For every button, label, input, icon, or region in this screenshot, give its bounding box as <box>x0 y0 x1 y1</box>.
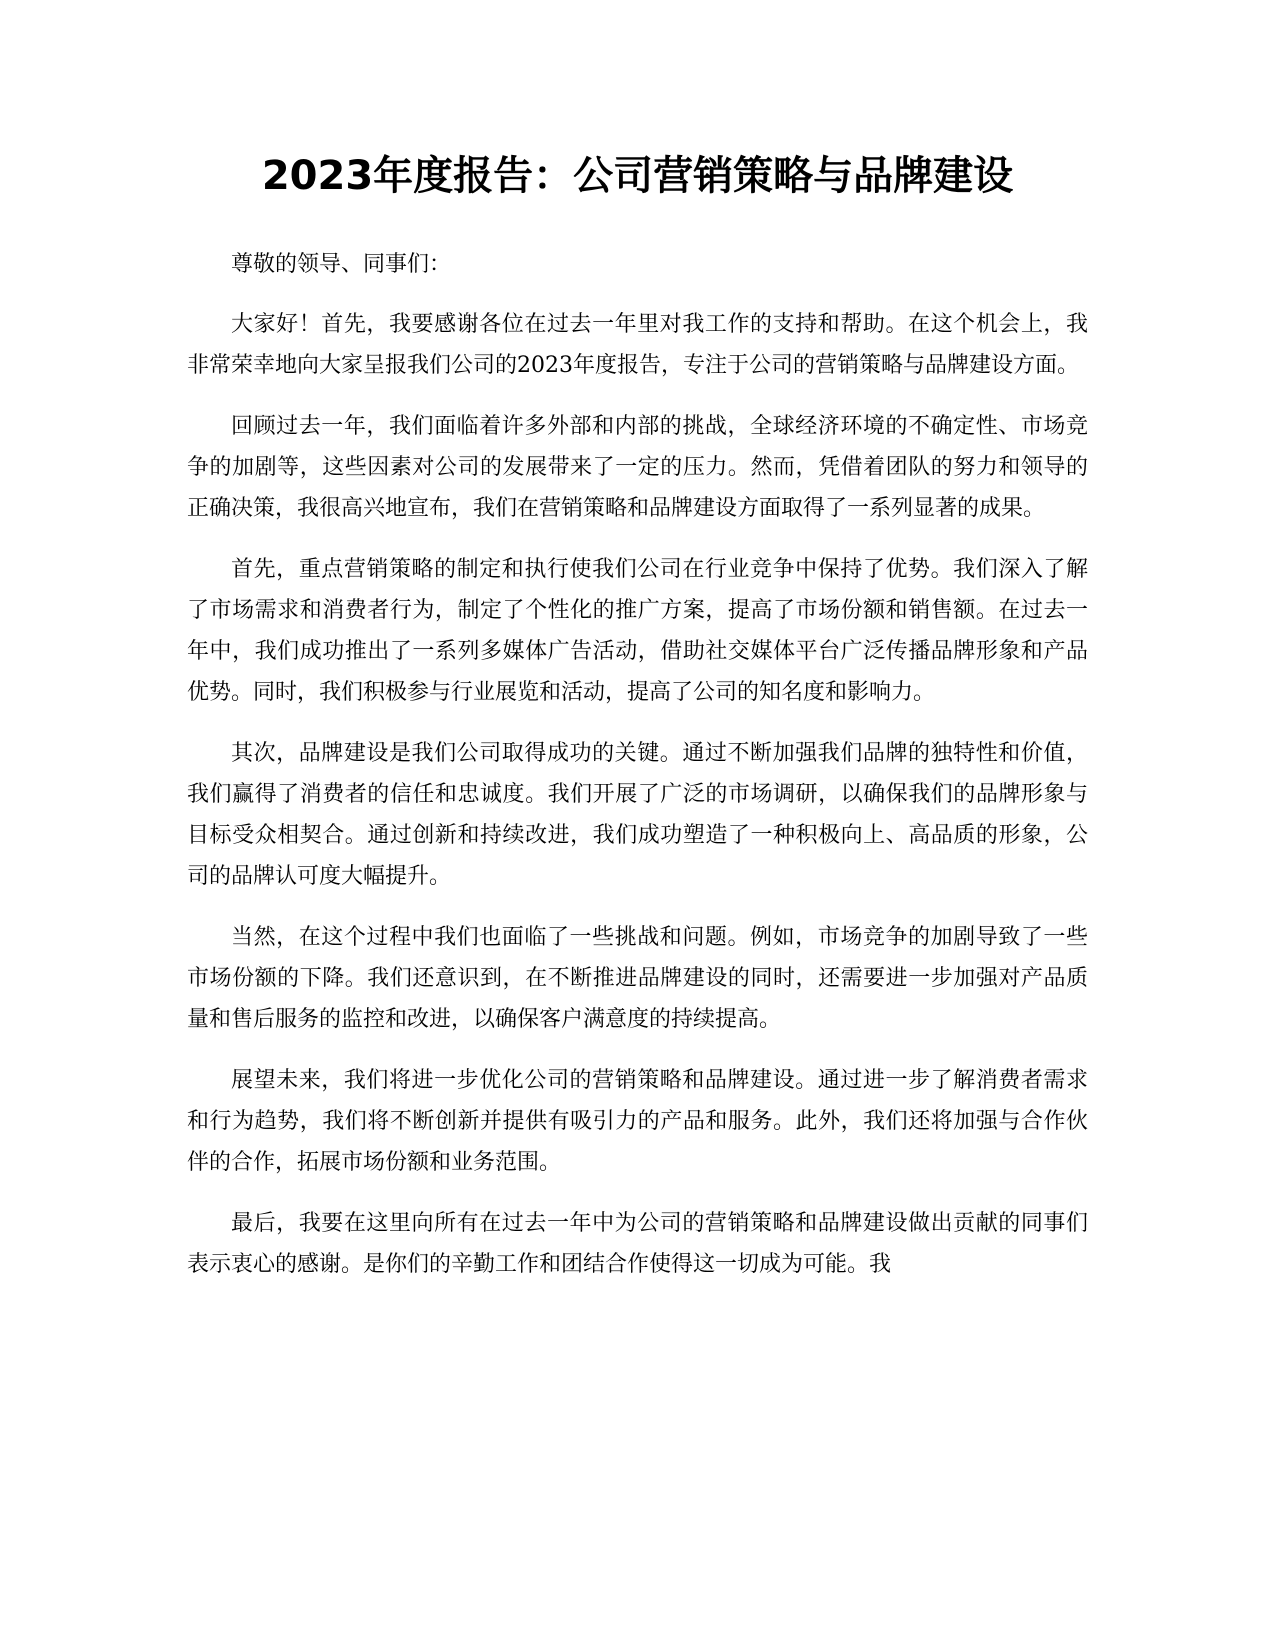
paragraph-6: 展望未来，我们将进一步优化公司的营销策略和品牌建设。通过进一步了解消费者需求和行为趋势，我们将不断创新并提供有吸引力的产品和服务。此外，我们还将加强与合作伙伴的合作，拓展市场份额和业务范围。 <box>187 1068 1088 1175</box>
paragraph-2: 回顾过去一年，我们面临着许多外部和内部的挑战，全球经济环境的不确定性、市场竞争的加剧等，这些因素对公司的发展带来了一定的压力。然而，凭借着团队的努力和领导的正确决策，我很高兴地宣布，我们在营销策略和品牌建设方面取得了一系列显著的成果。 <box>187 414 1088 521</box>
paragraph-7: 最后，我要在这里向所有在过去一年中为公司的营销策略和品牌建设做出贡献的同事们表示衷心的感谢。是你们的辛勤工作和团结合作使得这一切成为可能。我 <box>187 1211 1088 1277</box>
paragraph-4: 其次，品牌建设是我们公司取得成功的关键。通过不断加强我们品牌的独特性和价值，我们赢得了消费者的信任和忠诚度。我们开展了广泛的市场调研，以确保我们的品牌形象与目标受众相契合。通过创新和持续改进，我们成功塑造了一种积极向上、高品质的形象，公司的品牌认可度大幅提升。 <box>187 741 1088 889</box>
salutation: 尊敬的领导、同事们： <box>231 252 452 277</box>
paragraph-3: 首先，重点营销策略的制定和执行使我们公司在行业竞争中保持了优势。我们深入了解了市场需求和消费者行为，制定了个性化的推广方案，提高了市场份额和销售额。在过去一年中，我们成功推出了一系列多媒体广告活动，借助社交媒体平台广泛传播品牌形象和产品优势。同时，我们积极参与行业展览和活动，提高了公司的知名度和影响力。 <box>187 557 1088 705</box>
document-title: 2023年度报告：公司营销策略与品牌建设 <box>261 153 1014 199</box>
paragraph-1: 大家好！首先，我要感谢各位在过去一年里对我工作的支持和帮助。在这个机会上，我非常荣幸地向大家呈报我们公司的2023年度报告，专注于公司的营销策略与品牌建设方面。 <box>187 312 1088 378</box>
paragraph-5: 当然，在这个过程中我们也面临了一些挑战和问题。例如，市场竞争的加剧导致了一些市场份额的下降。我们还意识到，在不断推进品牌建设的同时，还需要进一步加强对产品质量和售后服务的监控和改进，以确保客户满意度的持续提高。 <box>187 925 1088 1032</box>
document-body <box>187 244 1088 1305</box>
